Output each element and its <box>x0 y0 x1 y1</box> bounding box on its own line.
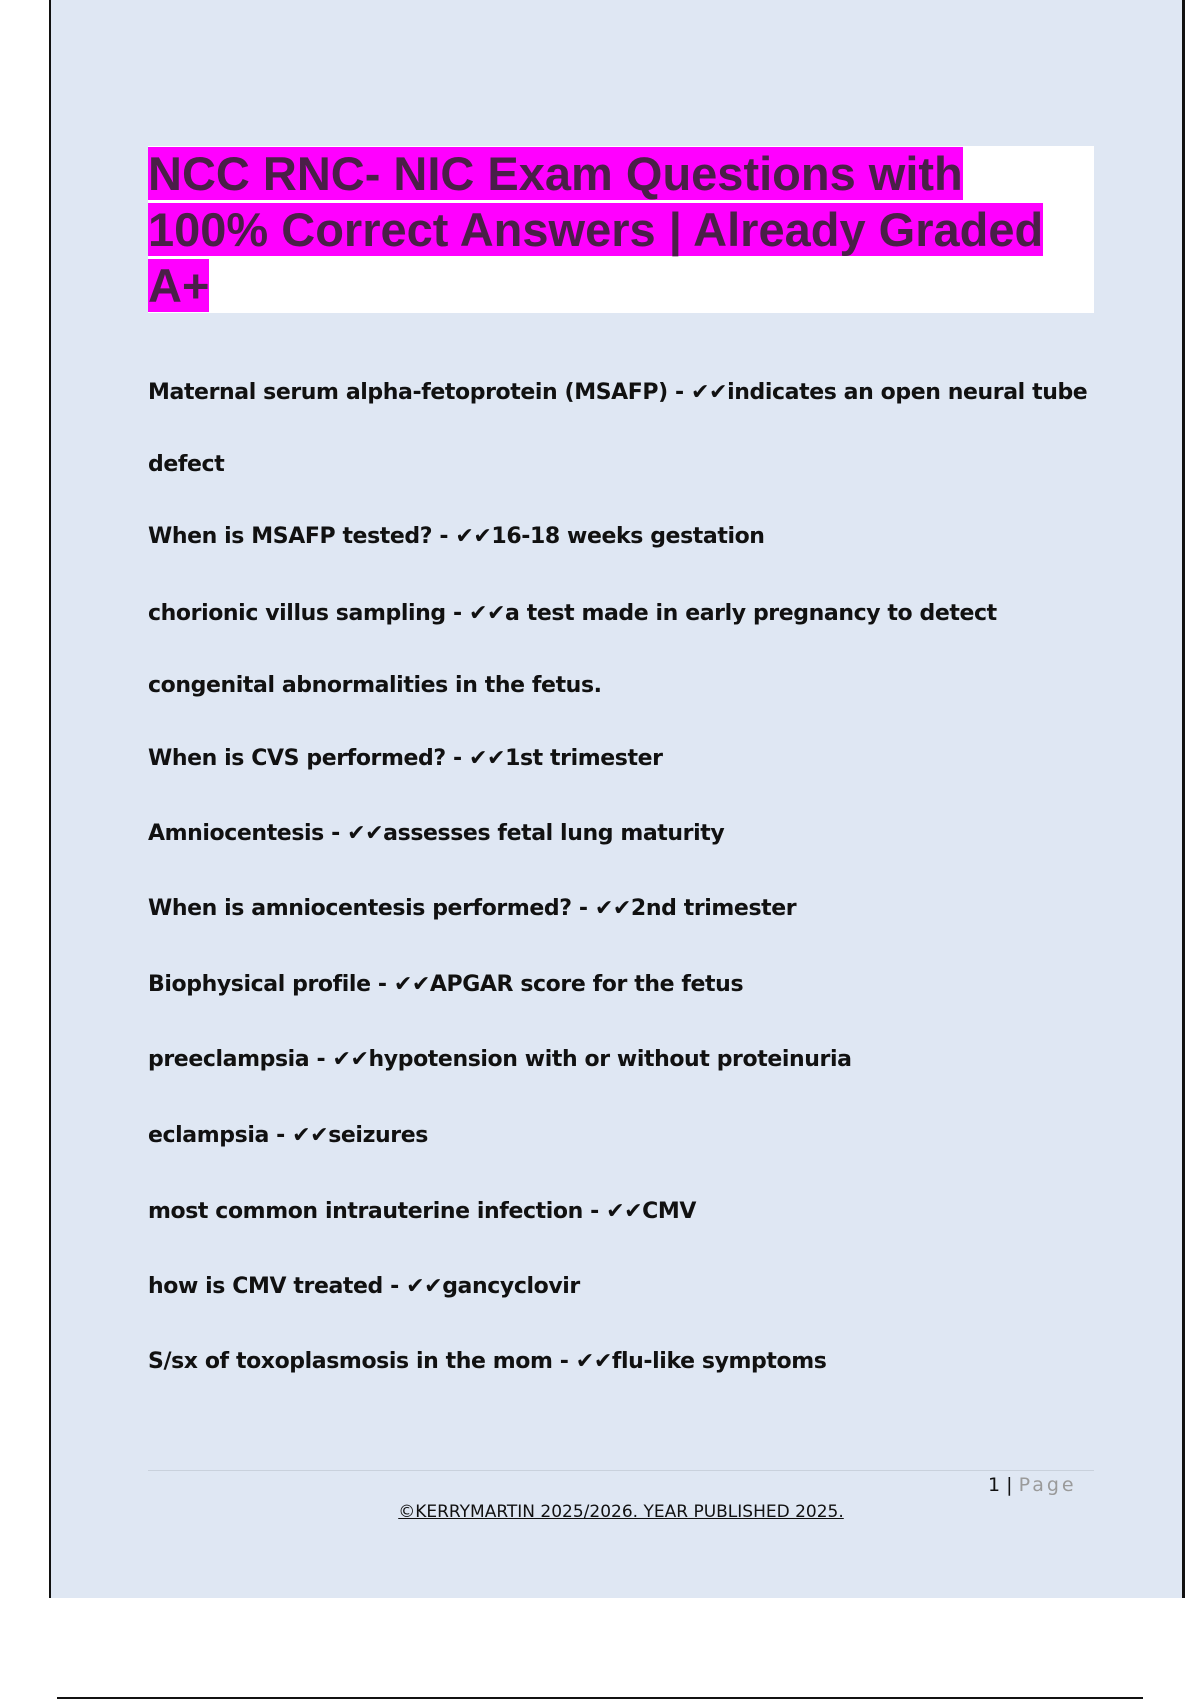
text-line: most common intrauterine infection - ✔✔CMV <box>148 1199 697 1224</box>
text-line: Maternal serum alpha-fetoprotein (MSAFP) - ✔✔indicates an open neural tube <box>148 380 1088 405</box>
text-line: When is CVS performed? - ✔✔1st trimester <box>148 746 663 771</box>
copyright-notice: ©KERRYMARTIN 2025/2026. YEAR PUBLISHED 2025. <box>398 1502 844 1522</box>
page-number-value: 1 <box>988 1474 1001 1496</box>
text-line: defect <box>148 452 225 477</box>
title-line-1: NCC RNC- NIC Exam Questions with <box>148 147 963 200</box>
text-line: Biophysical profile - ✔✔APGAR score for the fetus <box>148 972 744 997</box>
text-line: chorionic villus sampling - ✔✔a test made in early pregnancy to detect <box>148 601 997 626</box>
page-number <box>988 1474 1077 1496</box>
document-page <box>49 0 1185 1598</box>
text-line: When is amniocentesis performed? - ✔✔2nd trimester <box>148 896 797 921</box>
text-line: eclampsia - ✔✔seizures <box>148 1123 428 1148</box>
page-number-separator: | <box>1006 1474 1013 1496</box>
text-line: When is MSAFP tested? - ✔✔16-18 weeks gestation <box>148 524 765 549</box>
title-line-3: A+ <box>148 259 210 312</box>
text-line: S/sx of toxoplasmosis in the mom - ✔✔flu-like symptoms <box>148 1349 827 1374</box>
page-word: Page <box>1018 1474 1077 1496</box>
title-box <box>148 146 1094 313</box>
text-line: preeclampsia - ✔✔hypotension with or without proteinuria <box>148 1047 852 1072</box>
title-line-2: 100% Correct Answers | Already Graded <box>148 203 1044 256</box>
text-line: how is CMV treated - ✔✔gancyclovir <box>148 1274 580 1299</box>
bottom-divider <box>57 1697 1143 1699</box>
text-line: Amniocentesis - ✔✔assesses fetal lung maturity <box>148 821 725 846</box>
text-line: congenital abnormalities in the fetus. <box>148 673 602 698</box>
footer-divider <box>148 1470 1094 1471</box>
document-title <box>148 146 1094 314</box>
